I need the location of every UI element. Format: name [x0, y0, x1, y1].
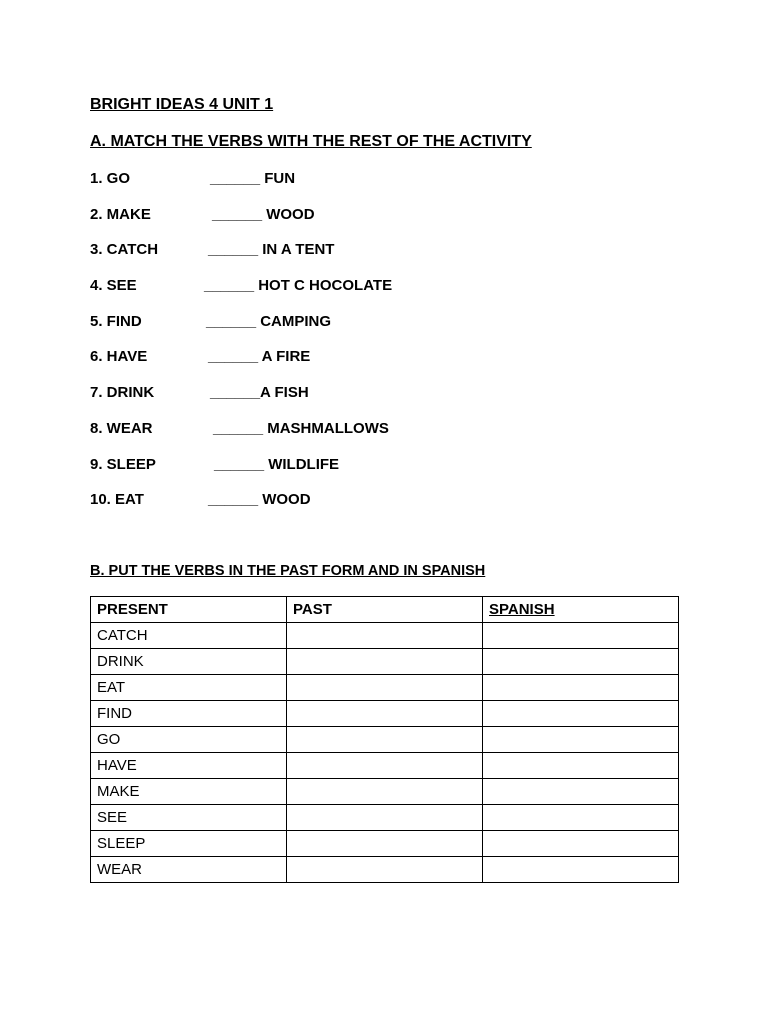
past-answer-cell[interactable] [287, 857, 483, 883]
present-verb-cell: SEE [91, 805, 287, 831]
past-answer-cell[interactable] [287, 753, 483, 779]
match-blank-phrase: ______ CAMPING [206, 313, 332, 330]
match-blank-phrase: ______ WILDLIFE [214, 456, 340, 473]
spanish-answer-cell[interactable] [483, 701, 679, 727]
past-answer-cell[interactable] [287, 831, 483, 857]
table-row [91, 831, 679, 857]
match-verb: 3. CATCH [90, 241, 159, 258]
match-blank-phrase: ______ HOT C HOCOLATE [204, 277, 393, 294]
spanish-answer-cell[interactable] [483, 857, 679, 883]
worksheet-title: BRIGHT IDEAS 4 UNIT 1 [90, 96, 274, 113]
verb-forms-table [90, 596, 679, 883]
present-verb-cell: EAT [91, 675, 287, 701]
match-verb: 1. GO [90, 170, 131, 187]
past-answer-cell[interactable] [287, 805, 483, 831]
match-verb: 10. EAT [90, 491, 144, 508]
present-verb-cell: SLEEP [91, 831, 287, 857]
section-b-heading: B. PUT THE VERBS IN THE PAST FORM AND IN SPANISH [90, 563, 486, 579]
spanish-answer-cell[interactable] [483, 675, 679, 701]
past-answer-cell[interactable] [287, 623, 483, 649]
table-header-row [91, 597, 679, 623]
match-verb: 7. DRINK [90, 384, 155, 401]
table-row [91, 649, 679, 675]
column-header-present: PRESENT [91, 597, 287, 623]
table-row [91, 675, 679, 701]
present-verb-cell: WEAR [91, 857, 287, 883]
spanish-answer-cell[interactable] [483, 779, 679, 805]
present-verb-cell: HAVE [91, 753, 287, 779]
table-row [91, 805, 679, 831]
table-row [91, 623, 679, 649]
table-row [91, 701, 679, 727]
column-header-spanish: SPANISH [483, 597, 679, 623]
past-answer-cell[interactable] [287, 649, 483, 675]
present-verb-cell: FIND [91, 701, 287, 727]
past-answer-cell[interactable] [287, 675, 483, 701]
table-row [91, 857, 679, 883]
match-verb: 5. FIND [90, 313, 142, 330]
past-answer-cell[interactable] [287, 701, 483, 727]
match-blank-phrase: ______ FUN [210, 170, 296, 187]
column-header-past: PAST [287, 597, 483, 623]
spanish-answer-cell[interactable] [483, 649, 679, 675]
past-answer-cell[interactable] [287, 727, 483, 753]
match-verb: 2. MAKE [90, 206, 151, 223]
match-blank-phrase: ______ IN A TENT [208, 241, 335, 258]
match-verb: 9. SLEEP [90, 456, 156, 473]
spanish-answer-cell[interactable] [483, 727, 679, 753]
present-verb-cell: MAKE [91, 779, 287, 805]
spanish-answer-cell[interactable] [483, 805, 679, 831]
match-verb: 4. SEE [90, 277, 137, 294]
present-verb-cell: CATCH [91, 623, 287, 649]
match-blank-phrase: ______ MASHMALLOWS [213, 420, 389, 437]
spanish-answer-cell[interactable] [483, 753, 679, 779]
spanish-answer-cell[interactable] [483, 831, 679, 857]
match-verb: 6. HAVE [90, 348, 148, 365]
past-answer-cell[interactable] [287, 779, 483, 805]
match-blank-phrase: ______ WOOD [212, 206, 315, 223]
section-a-heading: A. MATCH THE VERBS WITH THE REST OF THE ACTIVITY [90, 133, 532, 150]
table-row [91, 779, 679, 805]
match-blank-phrase: ______A FISH [210, 384, 309, 401]
table-row [91, 727, 679, 753]
present-verb-cell: DRINK [91, 649, 287, 675]
match-blank-phrase: ______ A FIRE [208, 348, 311, 365]
match-verb: 8. WEAR [90, 420, 153, 437]
table-row [91, 753, 679, 779]
present-verb-cell: GO [91, 727, 287, 753]
match-blank-phrase: ______ WOOD [208, 491, 311, 508]
spanish-answer-cell[interactable] [483, 623, 679, 649]
